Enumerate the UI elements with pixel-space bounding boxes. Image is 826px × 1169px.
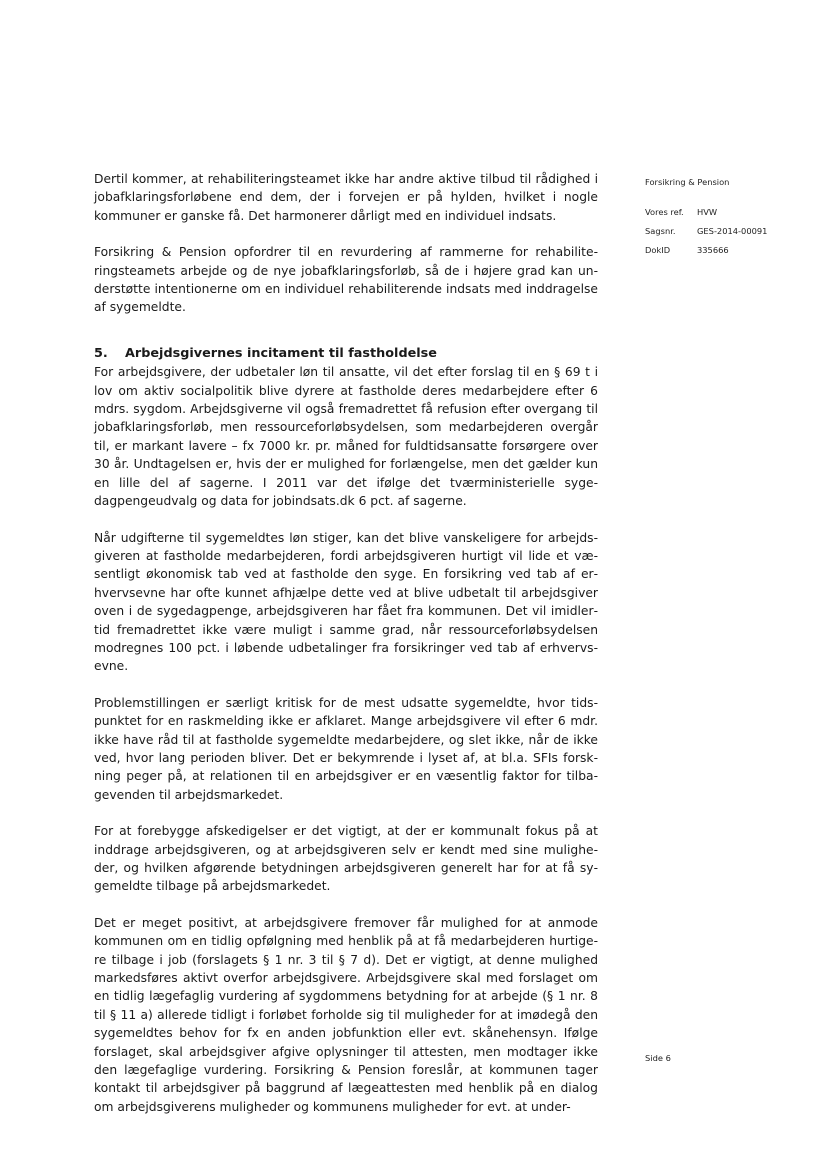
paragraph-6: For at forebygge afskedigelser er det vigtigt, at der er kommunalt fokus på at inddrage arbejdsgiveren, og at arbejdsgiveren selv er kendt med sine muligheder, og hvilken afgørende betydningen arbejdsgiveren generelt har for at få sygemeldte tilbage på arbejdsmarkedet. (94, 824, 598, 894)
ref-value: HVW (697, 207, 718, 217)
sidebar-org: Forsikring & Pension (645, 177, 730, 187)
paragraph-1: Dertil kommer, at rehabiliteringsteamet ikke har andre aktive tilbud til rådighed i jobafklaringsforløbene end dem, der i forvejen er på hylden, hvilket i nogle kommuner er ganske få. Det harmonerer dårligt med en individuel indsats. (94, 172, 598, 223)
ref-value: GES-2014-00091 (697, 226, 768, 236)
section-title: Arbejdsgivernes incitament til fastholdelse (125, 345, 437, 361)
ref-row-sagsnr (645, 224, 815, 238)
sidebar (645, 175, 815, 262)
paragraph-3: For arbejdsgivere, der udbetaler løn til ansatte, vil det efter forslag til en § 69 t i lov om aktiv socialpolitik blive dyrere at fastholde deres medarbejdere efter 6 mdrs. sygdom. Arbejdsgiverne vil også fremadrettet få refusion efter overgang til jobafklaringsforløb, men ressourceforløbsydelsen, som medarbejderen overgår til, er markant lavere – fx 7000 kr. pr. måned for fuldtidsansatte forsørgere over 30 år. Undtagelsen er, hvis der er mulighed for forlængelse, men det gælder kun en lille del af sagerne. I 2011 var det ifølge det tværministerielle sygedagpengeudvalg og data for jobindsats.dk 6 pct. af sagerne. (94, 365, 598, 509)
paragraph-5: Problemstillingen er særligt kritisk for de mest udsatte sygemeldte, hvor tidspunktet for en raskmelding ikke er afklaret. Mange arbejdsgivere vil efter 6 mdr. ikke have råd til at fastholde sygemeldte medarbejdere, og slet ikke, når de ikke ved, hvor lang perioden bliver. Det er bekymrende i lyset af, at bl.a. SFIs forskning peger på, at relationen til en arbejdsgiver er en væsentlig faktor for tilbagevenden til arbejdsmarkedet. (94, 695, 598, 802)
section-heading (94, 345, 598, 363)
ref-label: Sagsnr. (645, 226, 676, 236)
paragraph-2: Forsikring & Pension opfordrer til en revurdering af rammerne for rehabiliteringsteamets arbejde og de nye jobafklaringsforløb, så de i højere grad kan understøtte intentionerne om en individuel rehabiliterende indsats med inddragelse af sygemeldte. (94, 245, 598, 315)
ref-value: 335666 (697, 245, 729, 255)
document-body (94, 170, 598, 1116)
paragraph-4: Når udgifterne til sygemeldtes løn stiger, kan det blive vanskeligere for arbejdsgiveren at fastholde medarbejderen, fordi arbejdsgiveren hurtigt vil lide et væsentligt økonomisk tab ved at fastholde den syge. En forsikring ved tab af erhvervsevne har ofte kunnet afhjælpe dette ved at blive udbetalt til arbejdsgiver oven i de sygedagpenge, arbejdsgiveren har fået fra kommunen. Det vil imidlertid fremadrettet ikke være muligt i samme grad, når ressourceforløbsydelsen modregnes 100 pct. i løbende udbetalinger fra forsikringer ved tab af erhvervsevne. (94, 530, 598, 674)
section-number: 5. (94, 345, 108, 361)
ref-label: DokID (645, 245, 671, 255)
paragraph-7: Det er meget positivt, at arbejdsgivere fremover får mulighed for at anmode kommunen om en tidlig opfølgning med henblik på at få medarbejderen hurtigere tilbage i job (forslagets § 1 nr. 3 til § 7 d). Det er vigtigt, at denne mulighed markedsføres aktivt overfor arbejdsgivere. Arbejdsgivere skal med forslaget om en tidlig lægefaglig vurdering af sygdommens betydning for at arbejde (§ 1 nr. 8 til § 11 a) allerede tidligt i forløbet forholde sig til muligheder for at imødegå den sygemeldtes behov for fx en anden jobfunktion eller evt. skånehensyn. Ifølge forslaget, skal arbejdsgiver afgive oplysninger til attesten, men modtager ikke den lægefaglige vurdering. Forsikring & Pension foreslår, at kommunen tager kontakt til arbejdsgiver på baggrund af lægeattesten med henblik på en dialog om arbejdsgiverens muligheder og kommunens muligheder for evt. at under- (94, 915, 598, 1114)
page-number: Side 6 (645, 1053, 671, 1063)
ref-row-dokid (645, 243, 815, 257)
ref-label: Vores ref. (645, 207, 684, 217)
ref-row-vores (645, 205, 815, 219)
